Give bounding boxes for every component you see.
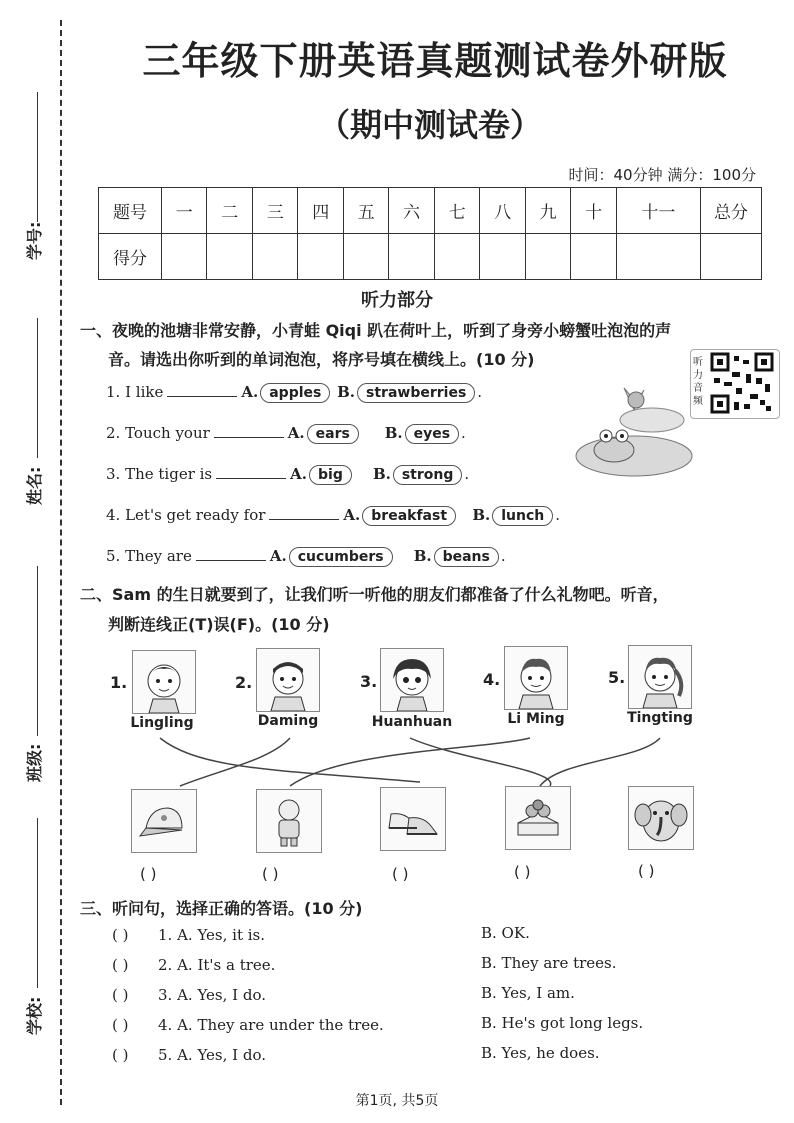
person-name: Huanhuan [371,714,453,730]
cap-icon [131,789,197,853]
table-cell: 题号 [99,188,162,234]
score-cell[interactable] [343,234,388,280]
table-cell: 总分 [701,188,762,234]
table-cell: 四 [298,188,343,234]
s3-paren[interactable]: ( ) [112,986,129,1004]
table-cell: 十 [571,188,616,234]
s3-option-b: B. Yes, he does. [481,1044,600,1062]
answer-paren[interactable]: ( ) [262,865,279,883]
option-letter: B. [413,547,432,565]
section2-instruction-line1: 二、Sam 的生日就要到了，让我们听一听他的朋友们都准备了什么礼物吧。听音， [80,585,669,604]
option-letter: B. [372,465,391,483]
section1-instruction-line2: 音。请选出你听到的单词泡泡，将序号填在横线上。(10 分) [108,350,535,369]
option-letter: B. [337,383,356,401]
name-blank[interactable] [37,318,38,458]
option-letter: A. [241,383,259,401]
s1-question-1 [106,383,482,403]
person-number: 2. [235,673,253,692]
name-label: 姓名: [25,466,44,505]
s3-paren[interactable]: ( ) [112,1046,129,1064]
period: . [555,506,561,524]
qr-code-icon[interactable] [710,352,774,414]
school-label: 学校: [25,996,44,1035]
table-cell: 得分 [99,234,162,280]
score-cell[interactable] [389,234,434,280]
elephant-bag-icon [628,786,694,850]
table-cell: 六 [389,188,434,234]
person-number: 1. [110,673,128,692]
period: . [477,383,483,401]
score-table [98,187,762,280]
word-bubble: big [309,465,352,485]
s3-option-a: 4. A. They are under the tree. [158,1016,384,1034]
listening-section-title: 听力部分 [361,290,433,311]
s3-option-a: 1. A. Yes, it is. [158,926,266,944]
word-bubble: breakfast [362,506,456,526]
boy-daming-icon [256,648,320,712]
word-bubble: beans [434,547,499,567]
s1-stem: 1. I like [106,383,164,401]
option-letter: A. [290,465,308,483]
table-cell: 五 [343,188,388,234]
binding-dashed-line [60,20,62,1105]
section2-instruction-line2: 判断连线正(T)误(F)。(10 分) [108,615,330,634]
score-cell[interactable] [207,234,252,280]
word-bubble: strong [393,465,463,485]
word-bubble: apples [260,383,330,403]
s1-stem: 2. Touch your [106,424,210,442]
score-table-score-row [99,234,762,280]
s1-stem: 4. Let's get ready for [106,506,266,524]
answer-paren[interactable]: ( ) [140,865,157,883]
section1-instruction-line1: 一、夜晚的池塘非常安静，小青蛙 Qiqi 趴在荷叶上，听到了身旁小螃蟹吐泡泡的声 [80,321,672,340]
class-blank[interactable] [37,566,38,736]
s3-option-b: B. They are trees. [481,954,617,972]
person-name: Tingting [627,710,693,726]
option-letter: B. [384,424,403,442]
time-info: 时间：40分钟 满分：100分 [568,166,756,184]
answer-paren[interactable]: ( ) [514,863,531,881]
score-cell[interactable] [480,234,525,280]
page-title: 三年级下册英语真题测试卷外研版 [142,39,728,83]
answer-paren[interactable]: ( ) [638,862,655,880]
person-number: 5. [608,668,626,687]
score-cell[interactable] [525,234,570,280]
girl-huanhuan-icon [380,648,444,712]
answer-blank[interactable] [269,519,339,520]
s3-paren[interactable]: ( ) [112,1016,129,1034]
score-cell[interactable] [616,234,700,280]
girl-tingting-icon [628,645,692,709]
period: . [500,547,506,565]
page-subtitle: （期中测试卷） [317,106,542,144]
s3-paren[interactable]: ( ) [112,956,129,974]
option-letter: A. [269,547,287,565]
word-bubble: strawberries [357,383,475,403]
section3-instruction: 三、听问句，选择正确的答语。(10 分) [80,899,363,918]
period: . [461,424,466,442]
table-cell: 八 [480,188,525,234]
s1-question-4 [106,506,560,526]
period: . [464,465,470,483]
s1-question-3 [106,465,469,485]
qr-label: 听力音频 [693,357,703,407]
table-cell: 九 [525,188,570,234]
word-bubble: lunch [492,506,553,526]
page-footer: 第1页, 共5页 [355,1093,439,1109]
s1-stem: 3. The tiger is [106,465,213,483]
doll-icon [256,789,322,853]
score-cell[interactable] [701,234,762,280]
answer-blank[interactable] [196,560,266,561]
s3-option-b: B. Yes, I am. [481,984,575,1002]
score-cell[interactable] [298,234,343,280]
word-bubble: eyes [405,424,459,444]
score-cell[interactable] [162,234,207,280]
person-number: 3. [360,672,378,691]
table-cell: 三 [252,188,297,234]
s3-option-a: 3. A. Yes, I do. [158,986,266,1004]
answer-blank[interactable] [214,437,284,438]
score-cell[interactable] [252,234,297,280]
s1-question-2 [106,424,466,444]
score-cell[interactable] [434,234,479,280]
answer-blank[interactable] [216,478,286,479]
person-number: 4. [483,670,501,689]
boy-li-ming-icon [504,646,568,710]
s1-stem: 5. They are [106,547,192,565]
class-label: 班级: [25,743,44,782]
word-bubble: cucumbers [289,547,393,567]
student-id-blank[interactable] [37,92,38,222]
table-cell: 十一 [616,188,700,234]
person-name: Li Ming [507,711,565,727]
cake-icon [505,786,571,850]
frog-on-lily-pad-icon [574,378,694,478]
matching-lines [120,730,720,790]
option-letter: B. [472,506,491,524]
s3-paren[interactable]: ( ) [112,926,129,944]
sneakers-icon [380,787,446,851]
word-bubble: ears [307,424,359,444]
score-cell[interactable] [571,234,616,280]
person-name: Daming [257,713,319,729]
s1-question-5 [106,547,506,567]
s3-option-a: 5. A. Yes, I do. [158,1046,266,1064]
s3-option-a: 2. A. It's a tree. [158,956,276,974]
school-blank[interactable] [37,818,38,988]
option-letter: A. [343,506,361,524]
person-name: Lingling [130,715,194,731]
girl-lingling-icon [132,650,196,714]
s3-option-b: B. OK. [481,924,530,942]
answer-paren[interactable]: ( ) [392,865,409,883]
s3-option-b: B. He's got long legs. [481,1014,644,1032]
table-cell: 二 [207,188,252,234]
option-letter: A. [287,424,305,442]
table-cell: 七 [434,188,479,234]
answer-blank[interactable] [167,396,237,397]
score-table-header-row [99,188,762,234]
table-cell: 一 [162,188,207,234]
student-id-label: 学号: [25,221,44,260]
